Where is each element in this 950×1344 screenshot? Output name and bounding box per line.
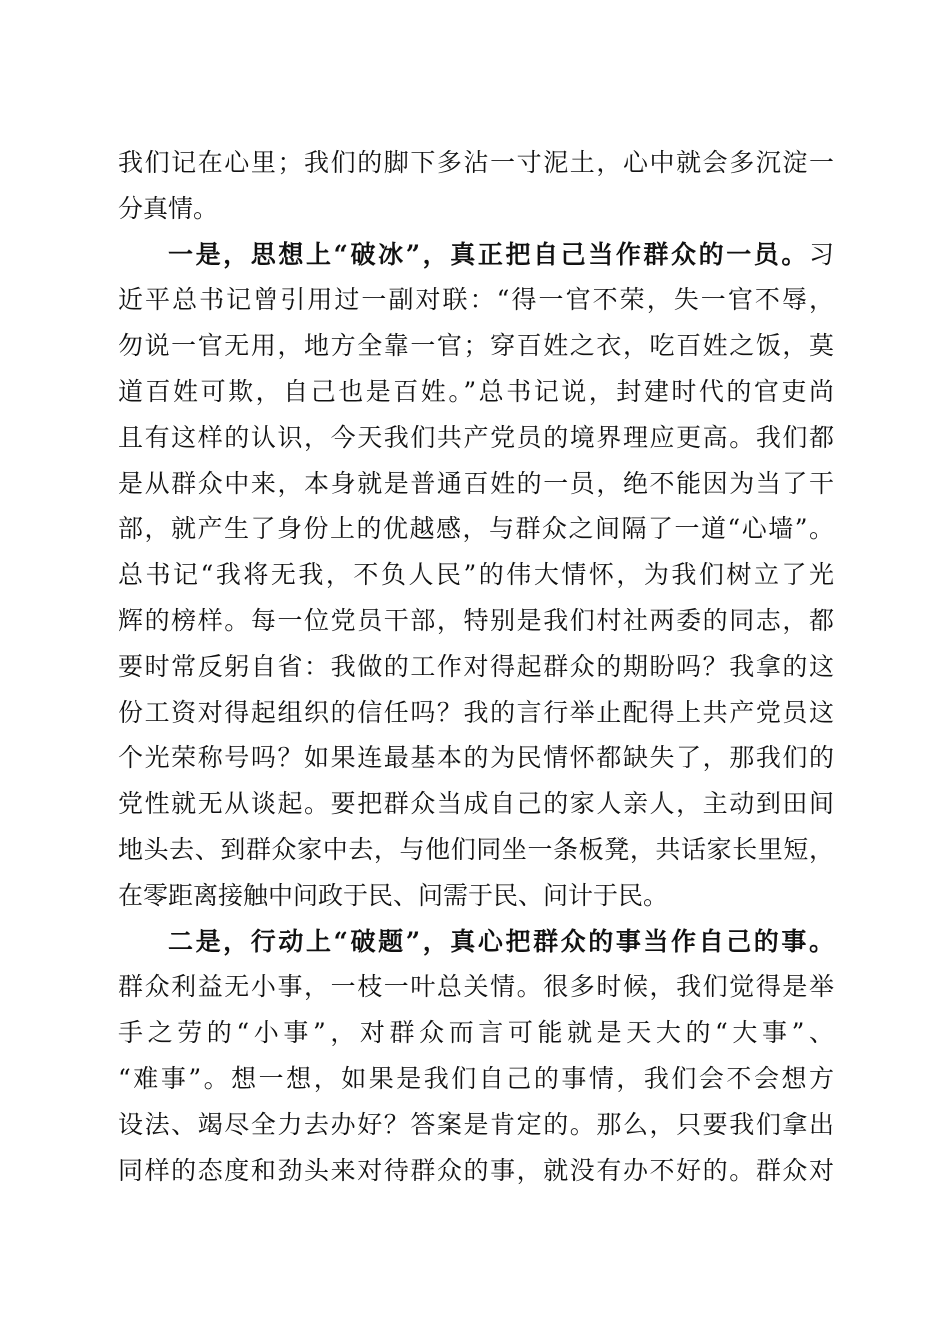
text-line: 群众利益无小事，一枝一叶总关情。很多时候，我们觉得是举	[118, 972, 834, 1002]
text-line: 是从群众中来，本身就是普通百姓的一员，绝不能因为当了干	[118, 468, 834, 498]
text-line: 设法、竭尽全力去办好？答案是肯定的。那么，只要我们拿出	[118, 1109, 834, 1139]
text-line: 个光荣称号吗？如果连最基本的为民情怀都缺失了，那我们的	[118, 743, 834, 773]
text-run: 习	[808, 239, 834, 269]
text-line: 份工资对得起组织的信任吗？我的言行举止配得上共产党员这	[118, 697, 834, 727]
paragraph-lead-heading: 二是，行动上“破题”，真心把群众的事当作自己的事。	[168, 926, 834, 956]
text-line: 要时常反躬自省：我做的工作对得起群众的期盼吗？我拿的这	[118, 651, 834, 681]
paragraph	[118, 140, 834, 232]
paragraph	[118, 919, 834, 1194]
text-line: 且有这样的认识，今天我们共产党员的境界理应更高。我们都	[118, 422, 834, 452]
text-line: 手之劳的“小事”，对群众而言可能就是天大的“大事”、	[118, 1018, 835, 1048]
text-line: 部，就产生了身份上的优越感，与群众之间隔了一道“心墙”。	[118, 514, 834, 544]
text-line: 道百姓可欺，自己也是百姓。”总书记说，封建时代的官吏尚	[118, 376, 834, 406]
body-text	[118, 140, 834, 1193]
text-line: 总书记“我将无我，不负人民”的伟大情怀，为我们树立了光	[118, 560, 834, 590]
text-line: 辉的榜样。每一位党员干部，特别是我们村社两委的同志，都	[118, 605, 834, 635]
paragraph-lead-heading: 一是，思想上“破冰”，真正把自己当作群众的一员。	[168, 239, 809, 269]
paragraph	[118, 232, 834, 919]
text-line: 党性就无从谈起。要把群众当成自己的家人亲人，主动到田间	[118, 789, 834, 819]
text-line	[118, 232, 834, 278]
text-line: 地头去、到群众家中去，与他们同坐一条板凳，共话家长里短，	[118, 834, 834, 864]
text-line	[118, 919, 834, 965]
text-line: 勿说一官无用，地方全靠一官；穿百姓之衣，吃百姓之饭，莫	[118, 331, 834, 361]
text-line: 同样的态度和劲头来对待群众的事，就没有办不好的。群众对	[118, 1155, 834, 1185]
text-line: 近平总书记曾引用过一副对联：“得一官不荣，失一官不辱，	[118, 285, 834, 315]
text-line: 分真情。	[118, 193, 219, 223]
text-line: 在零距离接触中问政于民、问需于民、问计于民。	[118, 880, 669, 910]
text-line: “难事”。想一想，如果是我们自己的事情，我们会不会想方	[118, 1063, 834, 1093]
text-line: 我们记在心里；我们的脚下多沾一寸泥土，心中就会多沉淀一	[118, 148, 834, 177]
